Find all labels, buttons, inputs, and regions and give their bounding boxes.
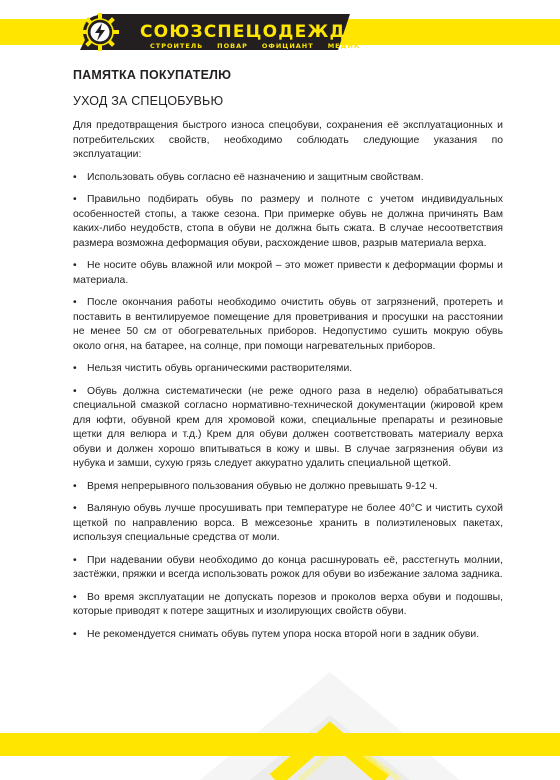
footer-yellow-band bbox=[0, 733, 560, 756]
list-item-text: Валяную обувь лучше просушивать при температуре не более 40°С и чистить сухой щеткой по направлению ворса. В межсезонье хранить в полиэтиленовых пакетах, используя специальные средства от моли. bbox=[73, 503, 503, 543]
bullet: • bbox=[73, 591, 77, 603]
bullet: • bbox=[73, 194, 77, 205]
list-item bbox=[73, 554, 503, 583]
brand-tag: МЕДИК bbox=[327, 42, 361, 50]
bullet: • bbox=[73, 385, 77, 397]
brand-tag: СТРОИТЕЛЬ bbox=[150, 42, 204, 50]
brand-tagline bbox=[150, 42, 360, 50]
list-item bbox=[73, 591, 503, 620]
list-item bbox=[73, 502, 503, 546]
list-item-text: Использовать обувь согласно её назначению и защитным свойствам. bbox=[87, 171, 424, 183]
care-instructions-list bbox=[73, 171, 503, 643]
bullet: • bbox=[73, 480, 77, 492]
list-item-text: Обувь должна систематически (не реже одного раза в неделю) обрабатываться специальной смазкой согласно нормативно-технической документации (жировой крем для юфти, обувной крем для хромовой кожи, специальные препараты и резиновые щетки для велюра и т.д.) Крем для обуви должен соответствовать материалу верха обуви и должен хорошо впитываться в кожу и швы. В случае загрязнения обуви из нубука и замши, сухую грязь следует аккуратно удалить специальной щеткой. bbox=[73, 385, 503, 469]
brand-name: СОЮЗСПЕЦОДЕЖДА bbox=[140, 22, 361, 42]
document-body bbox=[73, 68, 503, 642]
list-item-text: После окончания работы необходимо очистить обувь от загрязнений, протереть и поставить в вентилируемое помещение для проветривания и просушки на расстоянии не менее 50 см от обогревательных приборов. Недопустимо сушить мокрую обувь около огня, на батарее, на солнце, при помощи нагревательных приборов. bbox=[73, 297, 503, 352]
bullet: • bbox=[73, 171, 77, 183]
list-item-text: При надевании обуви необходимо до конца расшнуровать её, расстегнуть молнии, застёжки, пряжки и всегда использовать рожок для обуви во избежание залома задника. bbox=[73, 554, 503, 580]
bullet: • bbox=[73, 363, 77, 374]
list-item-text: Правильно подбирать обувь по размеру и полноте с учетом индивидуальных особенностей стопы, а также сезона. При примерке обувь не должна причинять Вам каких-либо неудобств, стопа в обуви не должна быть сжата. В случае несоответствия размера возможна деформация обуви, расхождение швов, разрыв материала верха. bbox=[73, 194, 503, 249]
gear-bolt-icon bbox=[80, 12, 120, 52]
brand-tag: ОФИЦИАНТ bbox=[261, 42, 314, 50]
list-item bbox=[73, 385, 503, 472]
list-item bbox=[73, 259, 503, 288]
list-item bbox=[73, 480, 503, 495]
footer-decoration bbox=[0, 660, 560, 780]
list-item bbox=[73, 296, 503, 354]
brand-header bbox=[0, 0, 560, 62]
list-item-text: Нельзя чистить обувь органическими растворителями. bbox=[87, 363, 353, 374]
list-item bbox=[73, 362, 503, 377]
bullet: • bbox=[73, 503, 77, 514]
list-item bbox=[73, 628, 503, 643]
bullet: • bbox=[73, 260, 77, 271]
document-title: ПАМЯТКА ПОКУПАТЕЛЮ bbox=[73, 68, 232, 82]
list-item-text: Время непрерывного пользования обувью не должно превышать 9-12 ч. bbox=[87, 480, 438, 492]
bullet: • bbox=[73, 554, 77, 566]
document-subtitle: УХОД ЗА СПЕЦОБУВЬЮ bbox=[73, 94, 224, 108]
list-item-text: Во время эксплуатации не допускать порезов и проколов верха обуви и подошвы, которые приводят к потере защитных и изолирующих свойств обуви. bbox=[73, 591, 503, 617]
list-item-text: Не рекомендуется снимать обувь путем упора носка второй ноги в задник обуви. bbox=[87, 628, 480, 640]
bullet: • bbox=[73, 297, 77, 308]
intro-paragraph: Для предотвращения быстрого износа спецобуви, сохранения её эксплуатационных и потребительских свойств, необходимо соблюдать следующие указания по эксплуатации: bbox=[73, 120, 503, 160]
brand-tag: ПОВАР bbox=[217, 42, 248, 50]
list-item bbox=[73, 171, 503, 186]
list-item bbox=[73, 193, 503, 251]
bullet: • bbox=[73, 628, 77, 640]
list-item-text: Не носите обувь влажной или мокрой – это может привести к деформации формы и материала. bbox=[73, 260, 503, 286]
